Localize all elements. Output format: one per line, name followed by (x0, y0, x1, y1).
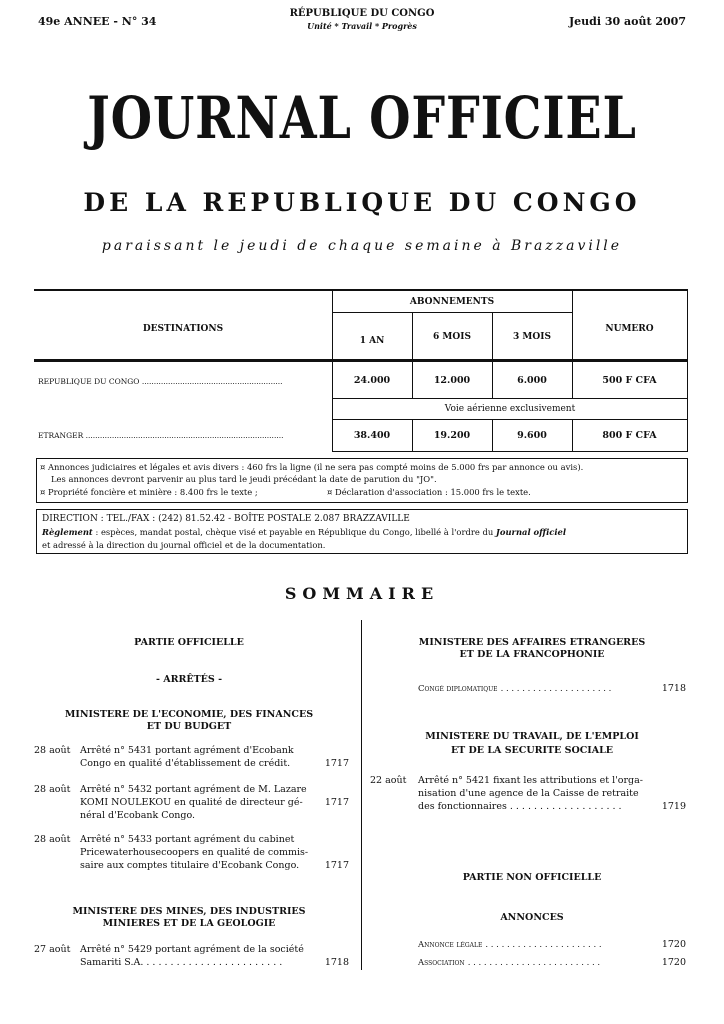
price-congo-6mois: 12.000 (433, 375, 471, 386)
association-tariff: ¤ Déclaration d'association : 15.000 frs le texte. (327, 487, 531, 497)
entry-leader-dots: . . . . . . . . . . . . . . . . . . . . . . (485, 940, 602, 950)
annonces-tariff-box (36, 458, 688, 503)
annonces-deadline-line: Les annonces devront parvenir au plus tard le jeudi précédant la date de parution du "JO". (51, 474, 437, 484)
col-6mois-header: 6 MOIS (433, 332, 471, 342)
reglement-line (42, 526, 566, 538)
price-congo-3mois: 6.000 (517, 375, 547, 386)
col-1an-header: 1 AN (359, 336, 385, 346)
entry-page: 1720 (661, 939, 686, 950)
journal-subtitle: DE LA REPUBLIQUE DU CONGO (83, 188, 641, 217)
annonces-tariff-line: ¤ Annonces judiciaires et légales et avis divers : 460 frs la ligne (il ne sera pas compté moins de 5.000 frs par annonce ou avis). (40, 462, 584, 472)
reglement-text: : espèces, mandat postal, chèque visé et payable en République du Congo, libellé à l'ordre du (92, 527, 496, 537)
entry-title: Association (418, 958, 465, 968)
reglement-label: Règlement (42, 527, 93, 537)
entry-page: 1719 (661, 801, 686, 812)
table-vline (687, 289, 688, 451)
ministry-mines-heading-l1: MINISTERE DES MINES, DES INDUSTRIES (72, 906, 306, 917)
table-top-rule (34, 289, 688, 291)
air-note-top-rule (332, 398, 688, 399)
entry-leader-dots: . . . . . . . . . . . . . . . . . . . . . . . . . (467, 958, 601, 968)
destinations-header: DESTINATIONS (142, 324, 224, 334)
national-motto: Unité * Travail * Progrès (307, 21, 417, 31)
row-label-congo: REPUBLIQUE DU CONGO ........................................................... (38, 377, 283, 386)
annonces-heading: ANNONCES (500, 912, 564, 923)
entry-line: Arrêté n° 5432 portant agrément de M. Lazare (80, 784, 307, 795)
table-header-rule (34, 359, 688, 362)
entry-date: 28 août (34, 784, 71, 795)
journal-officiel-ref: Journal officiel (495, 527, 567, 537)
air-note-bottom-rule (332, 419, 688, 420)
direction-box (36, 509, 688, 554)
price-etranger-6mois: 19.200 (433, 430, 471, 441)
table-bottom-rule (332, 451, 688, 452)
entry-page: 1717 (324, 797, 349, 808)
column-divider (361, 620, 362, 970)
entry-leader-dots: . . . . . . . . . . . . . . . . . . . . . (500, 684, 612, 694)
entry-title: Annonce légale (418, 940, 483, 950)
entry-line: néral d'Ecobank Congo. (80, 810, 196, 821)
toc-entry-conge (418, 682, 688, 696)
price-etranger-3mois: 9.600 (517, 430, 547, 441)
price-congo-1an: 24.000 (353, 375, 391, 386)
entry-date: 22 août (370, 775, 407, 786)
entry-line: des fonctionnaires . . . . . . . . . . . . . . . . . . . (418, 801, 622, 812)
journal-tagline: paraissant le jeudi de chaque semaine à Brazzaville (101, 238, 623, 254)
country-name: RÉPUBLIQUE DU CONGO (289, 8, 435, 19)
partie-officielle-heading: PARTIE OFFICIELLE (134, 637, 244, 648)
toc-entry-association (418, 956, 688, 970)
entry-line: Samariti S.A. . . . . . . . . . . . . . . . . . . . . . . . (80, 957, 283, 968)
direction-address-line: et adressé à la direction du journal officiel et de la documentation. (42, 540, 326, 550)
ministry-affaires-heading-l2: ET DE LA FRANCOPHONIE (459, 649, 605, 660)
entry-title: Congé diplomatique (418, 684, 498, 694)
ministry-travail-heading-l1: MINISTERE DU TRAVAIL, DE L'EMPLOI (425, 731, 639, 742)
entry-page: 1717 (324, 758, 349, 769)
abonnements-header: ABONNEMENTS (409, 297, 495, 307)
entry-line: Pricewaterhousecoopers en qualité de commis- (80, 847, 309, 858)
arretes-heading: - ARRÊTÉS - (155, 674, 223, 685)
price-etranger-1an: 38.400 (353, 430, 391, 441)
entry-page: 1718 (661, 683, 686, 694)
partie-non-officielle-heading: PARTIE NON OFFICIELLE (462, 872, 602, 883)
ministry-economie-heading-l2: ET DU BUDGET (146, 721, 232, 732)
sommaire-title: SOMMAIRE (284, 584, 440, 603)
toc-entry-annonce-legale (418, 938, 688, 952)
ministry-economie-heading-l1: MINISTERE DE L'ECONOMIE, DES FINANCES (64, 709, 314, 720)
entry-line: saire aux comptes titulaire d'Ecobank Congo. (80, 860, 300, 871)
price-congo-numero: 500 F CFA (602, 375, 657, 386)
entry-date: 27 août (34, 944, 71, 955)
entry-line: Congo en qualité d'établissement de crédit. (80, 758, 291, 769)
entry-date: 28 août (34, 745, 71, 756)
entry-line: nisation d'une agence de la Caisse de retraite (418, 788, 639, 799)
entry-date: 28 août (34, 834, 71, 845)
direction-contact: DIRECTION : TEL./FAX : (242) 81.52.42 - BOÎTE POSTALE 2.087 BRAZZAVILLE (42, 514, 410, 524)
abonnements-rule (332, 312, 572, 313)
entry-line: Arrêté n° 5421 fixant les attributions et l'orga- (418, 775, 643, 786)
col-3mois-header: 3 MOIS (513, 332, 551, 342)
issue-date: Jeudi 30 août 2007 (568, 15, 686, 28)
entry-line: Arrêté n° 5431 portant agrément d'Ecobank (80, 745, 294, 756)
ministry-travail-heading-l2: ET DE LA SECURITE SOCIALE (450, 745, 614, 756)
entry-page: 1718 (324, 957, 349, 968)
ministry-mines-heading-l2: MINIERES ET DE LA GEOLOGIE (102, 918, 276, 929)
entry-line: Arrêté n° 5433 portant agrément du cabinet (80, 834, 295, 845)
air-note: Voie aérienne exclusivement (444, 404, 576, 414)
table-vline (332, 289, 333, 451)
journal-title: JOURNAL OFFICIEL (87, 84, 637, 152)
price-etranger-numero: 800 F CFA (602, 430, 657, 441)
row-label-etranger: ETRANGER ................................................................................... (38, 431, 284, 440)
entry-line: KOMI NOULEKOU en qualité de directeur gé- (80, 797, 303, 808)
col-numero-header: NUMERO (605, 324, 654, 334)
entry-line: Arrêté n° 5429 portant agrément de la société (80, 944, 304, 955)
ministry-affaires-heading-l1: MINISTERE DES AFFAIRES ETRANGERES (418, 637, 646, 648)
issue-number: 49e ANNEE - N° 34 (38, 15, 157, 28)
propriete-tariff: ¤ Propriété foncière et minière : 8.400 frs le texte ; (40, 487, 258, 497)
entry-page: 1720 (661, 957, 686, 968)
entry-page: 1717 (324, 860, 349, 871)
